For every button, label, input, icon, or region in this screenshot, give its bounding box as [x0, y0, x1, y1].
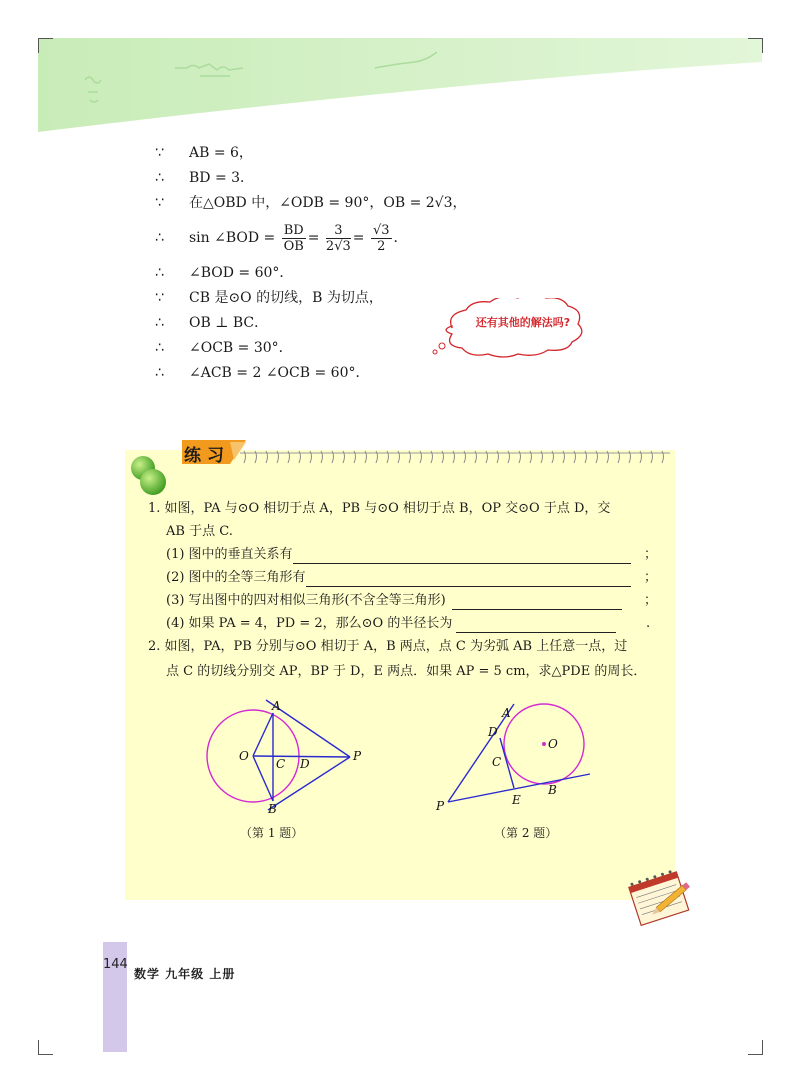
sin-expression: sin ∠BOD = — [189, 230, 276, 246]
proof-line-8 — [155, 338, 293, 358]
proof-line-9 — [155, 363, 369, 383]
part-label: (1) 图中的垂直关系有 — [166, 547, 293, 562]
notebook-pencil-icon — [622, 868, 700, 930]
label-c: C — [276, 757, 286, 771]
answer-blank[interactable] — [452, 595, 622, 610]
period-4: . — [646, 616, 651, 631]
label-b: B — [268, 802, 277, 816]
question-1-part-2 — [166, 569, 631, 587]
fraction-root3-2 — [371, 223, 392, 254]
question-2-line-2: 点 C 的切线分别交 AP，BP 于 D，E 两点．如果 AP = 5 cm，求△PDE 的周长． — [166, 664, 647, 679]
spiral-binding-decoration — [240, 449, 670, 467]
question-2-line-1: 2. 如图，PA，PB 分别与⊙O 相切于 A，B 两点，点 C 为劣弧 AB 上任意一点，过 — [148, 639, 628, 654]
question-1-line-1: 1. 如图，PA 与⊙O 相切于点 A，PB 与⊙O 相切于点 B，OP 交⊙O 于点 D，交 — [148, 501, 611, 516]
label-e: E — [512, 793, 521, 807]
label-b: B — [548, 783, 557, 797]
question-1-line-2: AB 于点 C. — [166, 524, 233, 539]
center-dot — [542, 742, 546, 746]
proof-line-5 — [155, 263, 293, 283]
page-number: 144 — [103, 957, 128, 972]
header-banner — [0, 0, 800, 140]
segment-ob — [253, 756, 273, 801]
part-label: (2) 图中的全等三角形有 — [166, 570, 306, 585]
answer-blank[interactable] — [456, 618, 616, 633]
proof-line-7 — [155, 313, 268, 333]
therefore-symbol: ∴ — [155, 365, 164, 381]
exercise-title: 练习 — [184, 446, 230, 466]
proof-text: ∠ACB = 2 ∠OCB = 60°． — [189, 365, 370, 381]
therefore-symbol: ∴ — [155, 315, 164, 331]
answer-blank[interactable] — [306, 572, 631, 587]
proof-text: ∠BOD = 60°． — [189, 265, 294, 281]
proof-text: CB 是⊙O 的切线，B 为切点， — [189, 290, 383, 306]
answer-blank[interactable] — [293, 549, 631, 564]
green-balls-icon — [125, 452, 175, 498]
question-1-part-4 — [166, 615, 616, 633]
semicolon-3: ； — [644, 593, 658, 608]
label-a: A — [502, 706, 511, 720]
proof-line-1 — [155, 143, 253, 163]
therefore-symbol: ∴ — [155, 340, 164, 356]
because-symbol: ∵ — [155, 195, 164, 211]
because-symbol: ∵ — [155, 145, 164, 161]
fraction-denominator: 2√3 — [325, 238, 351, 254]
label-o: O — [548, 737, 558, 751]
fraction-3-2root3 — [326, 223, 351, 254]
semicolon-2: ； — [644, 570, 658, 585]
proof-text: OB ⊥ BC． — [189, 315, 269, 331]
proof-line-3 — [155, 193, 467, 213]
fraction-numerator: BD — [283, 222, 304, 238]
proof-line-6 — [155, 288, 383, 308]
part-label: (4) 如果 PA = 4，PD = 2，那么⊙O 的半径长为 — [166, 616, 453, 631]
figure-2-diagram — [432, 700, 602, 820]
therefore-symbol: ∴ — [155, 230, 164, 246]
crop-mark-top-left — [38, 38, 53, 53]
proof-line-4: ∴ sin ∠BOD = $\frac{BD}{OB}$ = $\frac{3}{2√3}$ = $\frac{√3}{2}$ ． — [155, 222, 408, 254]
fraction-denominator: 2 — [377, 238, 386, 254]
label-o: O — [239, 749, 249, 763]
label-p: P — [353, 749, 362, 763]
figure-1-caption: （第 1 题） — [240, 826, 304, 840]
because-symbol: ∵ — [155, 290, 164, 306]
label-p: P — [436, 799, 445, 813]
fraction-numerator: 3 — [326, 223, 351, 239]
cloud-question-text: 还有其他的解法吗? — [475, 316, 571, 329]
therefore-symbol: ∴ — [155, 170, 164, 186]
proof-text: BD = 3． — [189, 170, 255, 186]
figure-1-diagram — [200, 698, 370, 816]
proof-text: AB = 6， — [189, 145, 253, 161]
therefore-symbol: ∴ — [155, 265, 164, 281]
fraction-numerator: √3 — [372, 222, 390, 238]
crop-mark-top-right — [748, 38, 763, 53]
part-label: (3) 写出图中的四对相似三角形(不含全等三角形) — [166, 593, 446, 608]
book-title: 数学 九年级 上册 — [134, 967, 236, 981]
proof-text: ∠OCB = 30°． — [189, 340, 293, 356]
label-c: C — [492, 755, 502, 769]
fraction-bd-ob — [282, 223, 306, 254]
label-d: D — [488, 725, 498, 739]
proof-text: 在△OBD 中，∠ODB = 90°，OB = 2√3， — [189, 195, 467, 211]
question-1-part-1 — [166, 546, 631, 564]
crop-mark-bottom-left — [38, 1040, 53, 1055]
question-1-part-3 — [166, 592, 622, 610]
crop-mark-bottom-right — [748, 1040, 763, 1055]
figure-2-caption: （第 2 题） — [494, 826, 558, 840]
segment-oa — [253, 713, 273, 756]
fraction-denominator: OB — [283, 238, 304, 254]
label-d: D — [300, 757, 310, 771]
proof-line-2 — [155, 168, 254, 188]
label-a: A — [272, 699, 281, 713]
tangent-de — [500, 738, 514, 788]
semicolon-1: ； — [644, 547, 658, 562]
period: ． — [393, 230, 408, 246]
